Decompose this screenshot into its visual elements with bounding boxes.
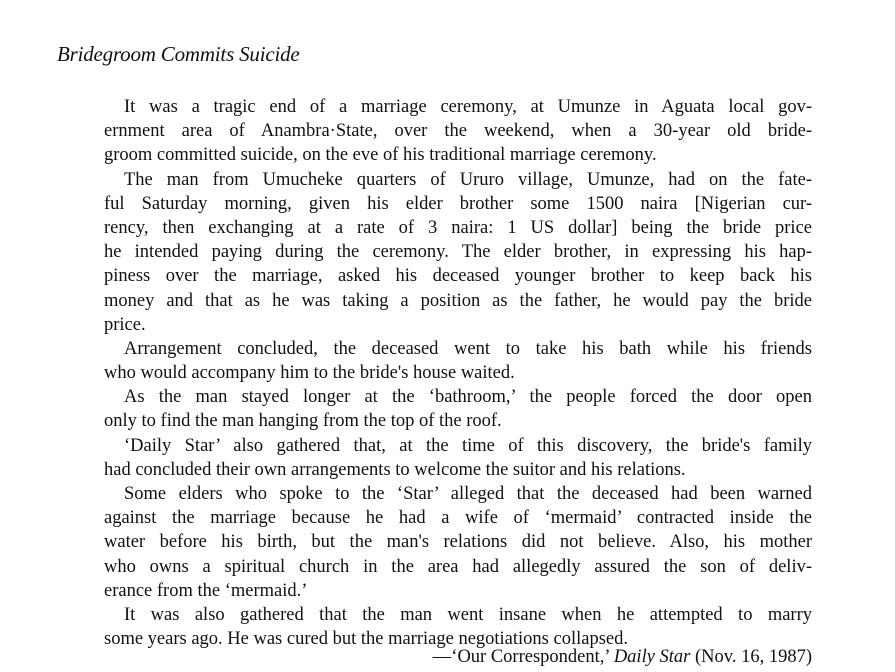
body-line: some years ago. He was cured but the marriage negotiations collapsed. — [104, 629, 628, 650]
body-line: It was a tragic end of a marriage ceremony, at Umunze in Aguata local gov- — [124, 97, 812, 117]
body-line: As the man stayed longer at the ‘bathroom,’ the people forced the door open — [124, 387, 812, 408]
body-line: money and that as he was taking a position as the father, he would pay the bride — [104, 290, 812, 311]
body-line: rency, then exchanging at a rate of 3 naira: 1 US dollar] being the bride price — [104, 217, 812, 238]
body-line: he intended paying during the ceremony. The elder brother, in expressing his hap- — [104, 242, 812, 263]
article-body — [104, 95, 812, 651]
article-credit — [104, 645, 812, 669]
body-line: who owns a spiritual church in the area had allegedly assured the son of deliv- — [104, 556, 812, 577]
body-line: The man from Umucheke quarters of Ururo village, Umunze, had on the fate- — [124, 169, 812, 190]
credit-author: —‘Our Correspondent,’ — [432, 647, 614, 667]
body-line: ful Saturday morning, given his elder brother some 1500 naira [Nigerian cur- — [104, 193, 812, 214]
body-line: only to find the man hanging from the top of the roof. — [104, 411, 502, 432]
body-line: It was also gathered that the man went insane when he attempted to marry — [124, 604, 812, 625]
body-line: groom committed suicide, on the eve of his traditional marriage ceremony. — [104, 145, 657, 166]
article-title: Bridegroom Commits Suicide — [57, 42, 300, 66]
body-line: had concluded their own arrangements to welcome the suitor and his relations. — [104, 459, 686, 480]
body-line: Arrangement concluded, the deceased went to take his bath while his friends — [124, 338, 812, 359]
body-line: against the marriage because he had a wife of ‘mermaid’ contracted inside the — [104, 508, 812, 529]
body-line: who would accompany him to the bride's house waited. — [104, 363, 515, 384]
body-line: Some elders who spoke to the ‘Star’ alleged that the deceased had been warned — [124, 484, 812, 504]
credit-date: (Nov. 16, 1987) — [690, 647, 812, 667]
body-line: ‘Daily Star’ also gathered that, at the time of this discovery, the bride's family — [124, 435, 812, 456]
body-line: price. — [104, 314, 146, 335]
body-line: water before his birth, but the man's relations did not believe. Also, his mother — [104, 532, 812, 553]
body-line: piness over the marriage, asked his deceased younger brother to keep back his — [104, 266, 812, 287]
body-line: ernment area of Anambra·State, over the weekend, when a 30-year old bride- — [104, 121, 812, 142]
body-line: erance from the ‘mermaid.’ — [104, 580, 308, 601]
credit-publication: Daily Star — [613, 647, 691, 667]
